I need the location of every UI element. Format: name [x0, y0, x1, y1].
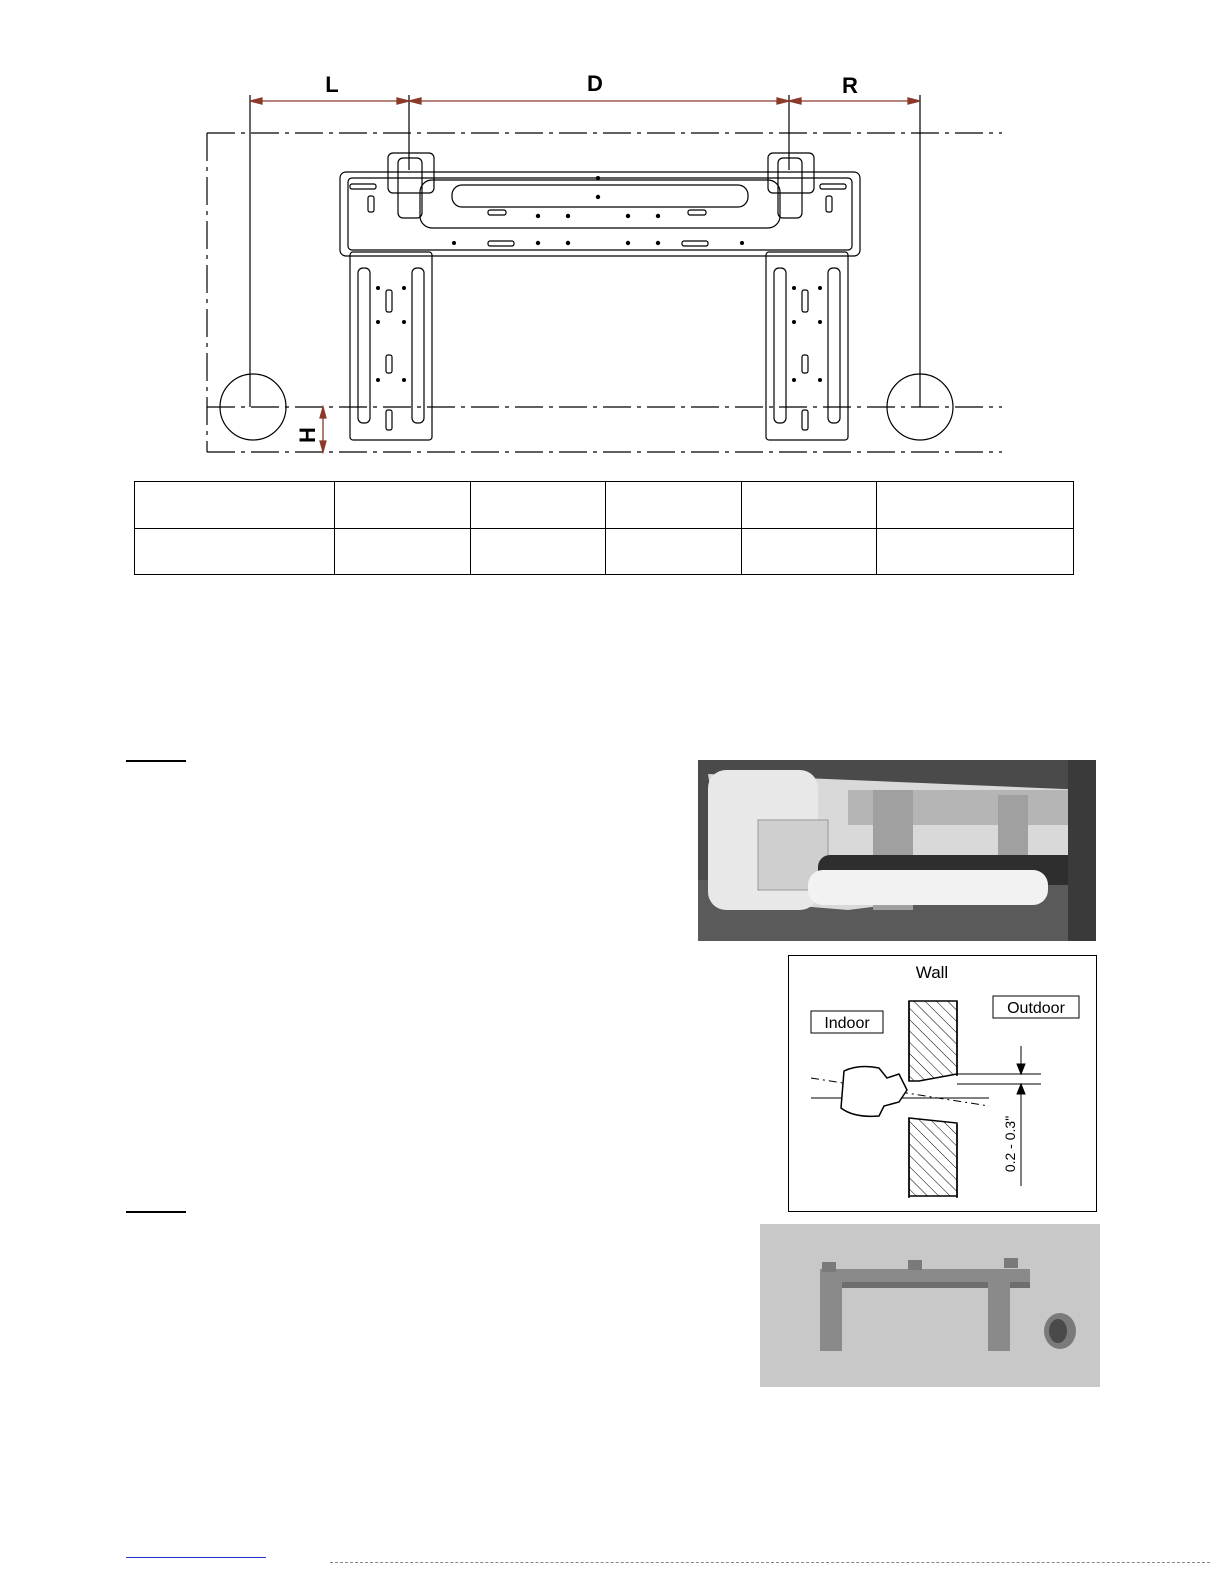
section-heading-underline — [126, 1211, 186, 1213]
indoor-unit-photo — [698, 760, 1096, 941]
dimension-label-d: D — [587, 71, 603, 96]
slope-dimension-label: 0.2 - 0.3" — [1002, 1115, 1018, 1173]
table-cell — [606, 482, 742, 529]
table-row — [135, 528, 1074, 575]
section-heading-underline — [126, 760, 186, 762]
outdoor-label: Outdoor — [1007, 1000, 1065, 1017]
footer-link-underline — [126, 1557, 266, 1558]
table-cell — [742, 528, 877, 575]
wall-bracket-photo — [760, 1224, 1100, 1387]
indoor-label: Indoor — [824, 1015, 870, 1032]
mounting-bracket-drawing — [190, 60, 1020, 470]
table-cell — [877, 482, 1074, 529]
table-cell — [135, 528, 335, 575]
table-row — [135, 482, 1074, 529]
table-cell — [135, 482, 335, 529]
dimension-table — [134, 481, 1074, 575]
wall-drilling-diagram — [788, 955, 1097, 1212]
dimension-label-r: R — [842, 73, 858, 98]
dimension-label-l: L — [325, 72, 339, 97]
dimension-label-h: H — [295, 427, 320, 443]
table-cell — [335, 528, 471, 575]
table-cell — [471, 482, 606, 529]
table-cell — [742, 482, 877, 529]
table-cell — [335, 482, 471, 529]
wall-label: Wall — [915, 963, 949, 982]
table-cell — [877, 528, 1074, 575]
table-cell — [606, 528, 742, 575]
table-cell — [471, 528, 606, 575]
footer-divider — [330, 1562, 1210, 1563]
